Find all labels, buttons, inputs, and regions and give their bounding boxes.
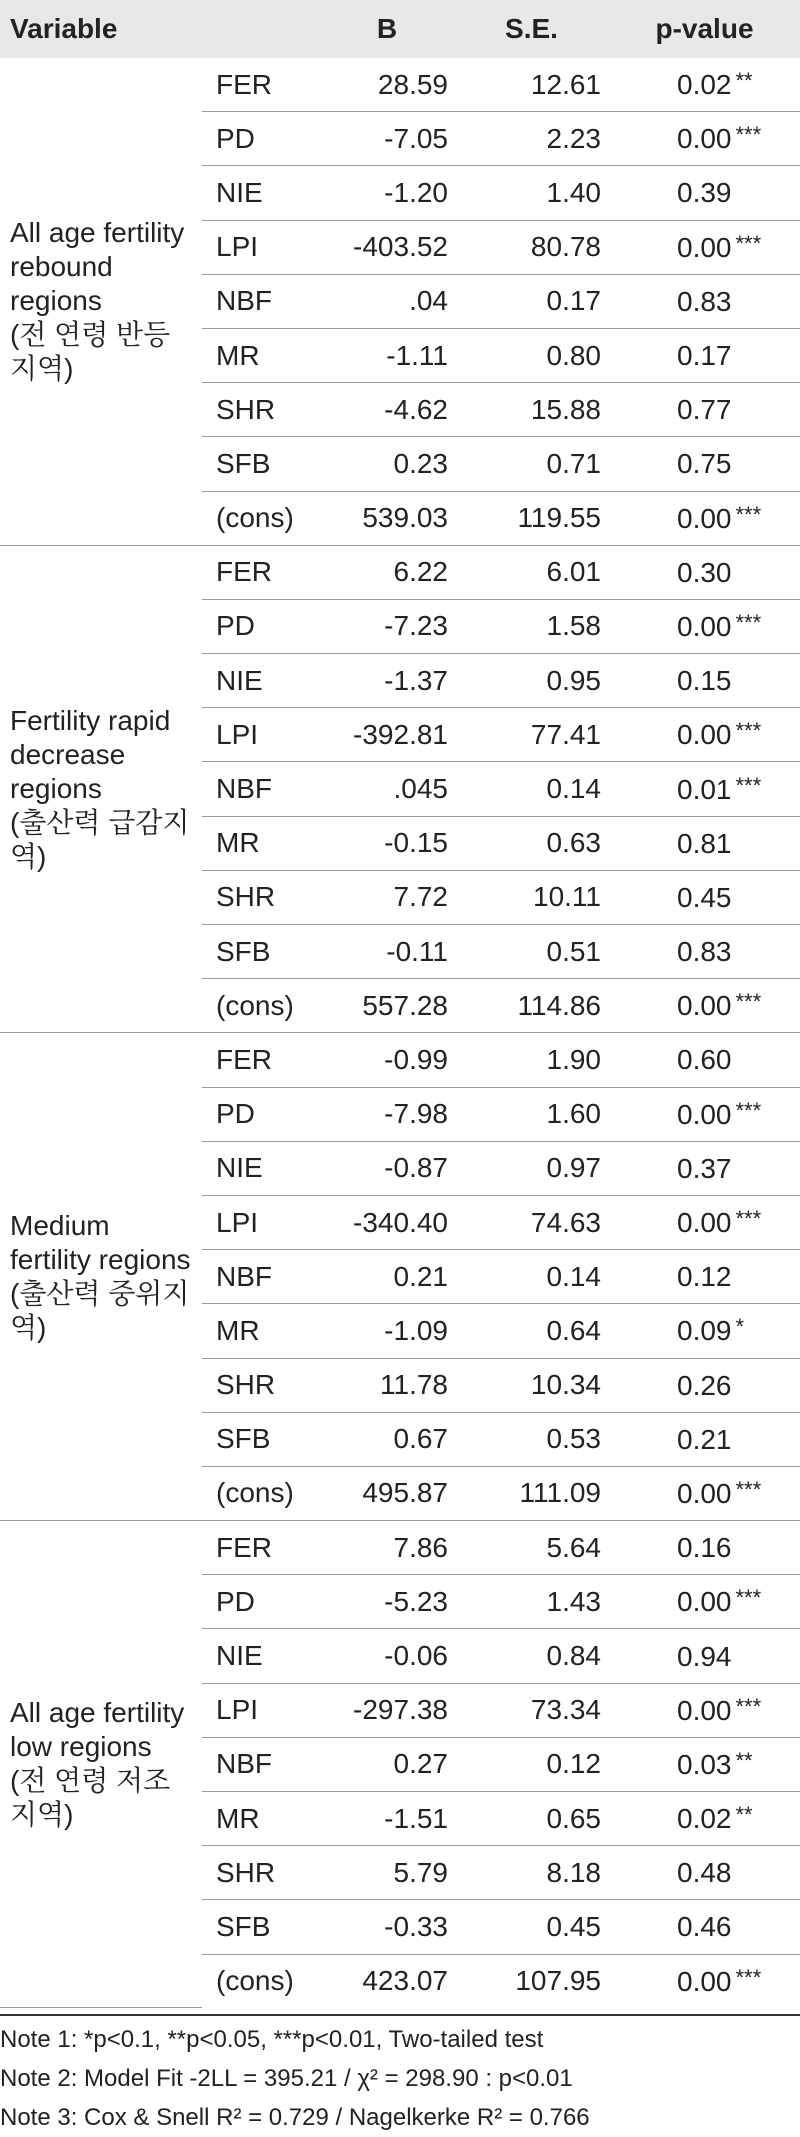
b-cell: 557.28 bbox=[362, 989, 448, 1021]
p-value: 0.03 bbox=[677, 1748, 732, 1780]
se-cell: 114.86 bbox=[517, 989, 601, 1021]
variable-cell: FER bbox=[202, 1521, 320, 1575]
p-value-cell bbox=[609, 383, 800, 437]
b-cell: -7.23 bbox=[320, 599, 454, 653]
b-cell: 539.03 bbox=[362, 502, 448, 534]
p-value-cell bbox=[609, 599, 800, 653]
p-value-cell bbox=[609, 1358, 800, 1412]
variable-cell: LPI bbox=[202, 1683, 320, 1737]
b-cell: 11.78 bbox=[320, 1358, 454, 1412]
significance-stars: *** bbox=[735, 1964, 762, 1990]
b-cell: -0.99 bbox=[320, 1033, 454, 1087]
p-value: 0.26 bbox=[677, 1369, 732, 1401]
variable-cell: SFB bbox=[202, 925, 320, 979]
b-cell: -1.11 bbox=[320, 328, 454, 382]
se-cell: 1.40 bbox=[454, 166, 609, 220]
p-value-cell bbox=[609, 708, 800, 762]
b-cell: 6.22 bbox=[320, 545, 454, 599]
group-label-ko: (출산력 급감지역) bbox=[10, 807, 190, 873]
significance-stars: *** bbox=[735, 1097, 762, 1123]
p-value-cell bbox=[609, 1737, 800, 1791]
p-value: 0.45 bbox=[677, 881, 732, 913]
p-value-cell bbox=[609, 979, 800, 1033]
se-cell: 0.53 bbox=[454, 1412, 609, 1466]
p-value-cell bbox=[609, 274, 800, 328]
b-cell: -0.87 bbox=[320, 1141, 454, 1195]
b-cell: -7.98 bbox=[320, 1087, 454, 1141]
p-value-cell bbox=[609, 1250, 800, 1304]
significance-stars: ** bbox=[735, 1747, 753, 1773]
se-cell: 2.23 bbox=[454, 112, 609, 166]
variable-cell: (cons) bbox=[216, 1965, 294, 1997]
se-cell: 10.34 bbox=[454, 1358, 609, 1412]
variable-cell: NBF bbox=[202, 274, 320, 328]
p-value-cell bbox=[609, 1412, 800, 1466]
variable-cell: (cons) bbox=[216, 502, 294, 534]
b-cell: -340.40 bbox=[320, 1195, 454, 1249]
header-p-value: p-value bbox=[609, 0, 800, 58]
p-value: 0.00 bbox=[677, 1477, 732, 1509]
note-1: Note 1: *p<0.1, **p<0.05, ***p<0.01, Two-tailed test bbox=[0, 2026, 544, 2054]
significance-stars: ** bbox=[735, 68, 753, 94]
se-cell: 0.63 bbox=[454, 816, 609, 870]
se-cell: 0.14 bbox=[454, 762, 609, 816]
table-row bbox=[0, 1521, 800, 1575]
variable-cell: MR bbox=[202, 1304, 320, 1358]
variable-cell: SHR bbox=[202, 870, 320, 924]
b-cell: 7.86 bbox=[320, 1521, 454, 1575]
p-value-cell bbox=[609, 1304, 800, 1358]
b-cell: 0.23 bbox=[320, 437, 454, 491]
b-cell: -0.06 bbox=[320, 1629, 454, 1683]
variable-cell: MR bbox=[202, 816, 320, 870]
b-cell: -5.23 bbox=[320, 1575, 454, 1629]
p-value-cell bbox=[609, 654, 800, 708]
significance-stars: *** bbox=[735, 718, 762, 744]
p-value: 0.75 bbox=[677, 448, 732, 480]
p-value: 0.16 bbox=[677, 1532, 732, 1564]
se-cell: 0.64 bbox=[454, 1304, 609, 1358]
se-cell: 107.95 bbox=[515, 1965, 601, 1997]
p-value-cell bbox=[609, 1521, 800, 1575]
significance-stars: *** bbox=[735, 501, 762, 527]
b-cell: 5.79 bbox=[320, 1846, 454, 1900]
se-cell: 6.01 bbox=[454, 545, 609, 599]
significance-stars: *** bbox=[735, 122, 762, 148]
se-cell: 74.63 bbox=[454, 1195, 609, 1249]
b-cell: -403.52 bbox=[320, 220, 454, 274]
p-value: 0.00 bbox=[677, 719, 732, 751]
b-cell: -392.81 bbox=[320, 708, 454, 762]
se-cell: 0.95 bbox=[454, 654, 609, 708]
note-2: Note 2: Model Fit -2LL = 395.21 / χ² = 298.90 : p<0.01 bbox=[0, 2065, 573, 2093]
significance-stars: *** bbox=[735, 230, 762, 256]
variable-cell: LPI bbox=[202, 220, 320, 274]
table-row bbox=[0, 1033, 800, 1087]
group-label-ko: (전 연령 저조지역) bbox=[10, 1765, 171, 1831]
p-value: 0.00 bbox=[677, 1586, 732, 1618]
group-label bbox=[0, 1521, 202, 2008]
se-cell: 0.80 bbox=[454, 328, 609, 382]
p-value: 0.02 bbox=[677, 69, 732, 101]
p-value-cell bbox=[609, 925, 800, 979]
p-value-cell bbox=[609, 220, 800, 274]
p-value-cell bbox=[609, 491, 800, 545]
p-value-cell bbox=[609, 1683, 800, 1737]
p-value: 0.00 bbox=[677, 610, 732, 642]
significance-stars: ** bbox=[735, 1802, 753, 1828]
b-cell: .04 bbox=[320, 274, 454, 328]
header-se: S.E. bbox=[454, 0, 609, 58]
variable-cell: SHR bbox=[202, 1358, 320, 1412]
group-label-ko: (출산력 중위지역) bbox=[10, 1277, 190, 1343]
p-value: 0.01 bbox=[677, 773, 732, 805]
group-label-en: All age fertility rebound regions bbox=[10, 217, 185, 317]
significance-stars: * bbox=[735, 1314, 745, 1340]
p-value-cell bbox=[609, 1195, 800, 1249]
se-cell: 1.58 bbox=[454, 599, 609, 653]
significance-stars: *** bbox=[735, 609, 762, 635]
variable-cell: SFB bbox=[202, 1900, 320, 1954]
variable-cell: (cons) bbox=[216, 989, 294, 1021]
variable-cell: (cons) bbox=[216, 1477, 294, 1509]
variable-cell: NIE bbox=[202, 166, 320, 220]
p-value: 0.09 bbox=[677, 1315, 732, 1347]
p-value: 0.02 bbox=[677, 1803, 732, 1835]
p-value-cell bbox=[609, 58, 800, 112]
p-value-cell bbox=[609, 762, 800, 816]
se-cell: 73.34 bbox=[454, 1683, 609, 1737]
variable-cell: SFB bbox=[202, 1412, 320, 1466]
se-cell: 1.90 bbox=[454, 1033, 609, 1087]
variable-cell: NIE bbox=[202, 1629, 320, 1683]
p-value-cell bbox=[609, 1087, 800, 1141]
se-cell: 0.14 bbox=[454, 1250, 609, 1304]
group-label bbox=[0, 1033, 202, 1521]
se-cell: 8.18 bbox=[454, 1846, 609, 1900]
p-value: 0.00 bbox=[677, 1694, 732, 1726]
group-label-en: Fertility rapid decrease regions bbox=[10, 705, 171, 805]
se-cell: 0.12 bbox=[454, 1737, 609, 1791]
p-value: 0.94 bbox=[677, 1640, 732, 1672]
se-cell: 111.09 bbox=[519, 1477, 601, 1509]
variable-cell: FER bbox=[202, 545, 320, 599]
p-value: 0.83 bbox=[677, 936, 732, 968]
p-value: 0.21 bbox=[677, 1423, 732, 1455]
b-cell: -0.11 bbox=[320, 925, 454, 979]
p-value: 0.30 bbox=[677, 556, 732, 588]
variable-cell: LPI bbox=[202, 1195, 320, 1249]
p-value: 0.60 bbox=[677, 1044, 732, 1076]
table-body bbox=[0, 58, 800, 2008]
p-value-cell bbox=[609, 1792, 800, 1846]
header-b: B bbox=[320, 0, 454, 58]
b-cell: -0.33 bbox=[320, 1900, 454, 1954]
se-cell: 119.55 bbox=[517, 502, 601, 534]
variable-cell: NBF bbox=[202, 1250, 320, 1304]
p-value-cell bbox=[609, 1033, 800, 1087]
p-value: 0.00 bbox=[677, 1965, 732, 1997]
p-value: 0.37 bbox=[677, 1152, 732, 1184]
significance-stars: *** bbox=[735, 1476, 762, 1502]
se-cell: 15.88 bbox=[454, 383, 609, 437]
b-cell: 0.21 bbox=[320, 1250, 454, 1304]
significance-stars: *** bbox=[735, 1585, 762, 1611]
variable-cell: NIE bbox=[202, 654, 320, 708]
b-cell: 28.59 bbox=[320, 58, 454, 112]
p-value: 0.83 bbox=[677, 285, 732, 317]
variable-cell: PD bbox=[202, 1087, 320, 1141]
se-cell: 77.41 bbox=[454, 708, 609, 762]
table-row bbox=[0, 545, 800, 599]
table-row bbox=[0, 58, 800, 112]
b-cell: 423.07 bbox=[362, 1965, 448, 1997]
p-value: 0.12 bbox=[677, 1261, 732, 1293]
header-variable: Variable bbox=[0, 0, 320, 58]
p-value-cell bbox=[609, 816, 800, 870]
p-value-cell bbox=[609, 166, 800, 220]
variable-cell: SFB bbox=[202, 437, 320, 491]
p-value: 0.00 bbox=[677, 1098, 732, 1130]
significance-stars: *** bbox=[735, 772, 762, 798]
b-cell: -7.05 bbox=[320, 112, 454, 166]
se-cell: 0.45 bbox=[454, 1900, 609, 1954]
significance-stars: *** bbox=[735, 1693, 762, 1719]
p-value-cell bbox=[609, 328, 800, 382]
table-header bbox=[0, 0, 800, 58]
p-value: 0.00 bbox=[677, 990, 732, 1022]
b-cell: 7.72 bbox=[320, 870, 454, 924]
variable-cell: SHR bbox=[202, 383, 320, 437]
se-cell: 1.60 bbox=[454, 1087, 609, 1141]
group-label-en: All age fertility low regions bbox=[10, 1697, 185, 1763]
group-label-en: Medium fertility regions bbox=[10, 1209, 191, 1275]
variable-cell: MR bbox=[202, 1792, 320, 1846]
p-value: 0.77 bbox=[677, 394, 732, 426]
group-label bbox=[0, 58, 202, 545]
se-cell: 1.43 bbox=[454, 1575, 609, 1629]
significance-stars: *** bbox=[735, 1206, 762, 1232]
p-value: 0.48 bbox=[677, 1857, 732, 1889]
table-notes bbox=[0, 2016, 800, 2137]
group-label bbox=[0, 545, 202, 1033]
variable-cell: FER bbox=[202, 1033, 320, 1087]
variable-cell: MR bbox=[202, 328, 320, 382]
p-value-cell bbox=[609, 870, 800, 924]
p-value-cell bbox=[609, 545, 800, 599]
b-cell: 0.67 bbox=[320, 1412, 454, 1466]
variable-cell: PD bbox=[202, 599, 320, 653]
se-cell: 0.71 bbox=[454, 437, 609, 491]
b-cell: .045 bbox=[320, 762, 454, 816]
b-cell: 0.27 bbox=[320, 1737, 454, 1791]
group-label-ko: (전 연령 반등지역) bbox=[10, 319, 171, 385]
variable-cell: NBF bbox=[202, 762, 320, 816]
se-cell: 0.97 bbox=[454, 1141, 609, 1195]
p-value-cell bbox=[609, 437, 800, 491]
significance-stars: *** bbox=[735, 989, 762, 1015]
p-value-cell bbox=[609, 112, 800, 166]
se-cell: 5.64 bbox=[454, 1521, 609, 1575]
variable-cell: FER bbox=[202, 58, 320, 112]
se-cell: 80.78 bbox=[454, 220, 609, 274]
p-value: 0.00 bbox=[677, 1207, 732, 1239]
p-value-cell bbox=[609, 1954, 800, 2008]
b-cell: -0.15 bbox=[320, 816, 454, 870]
p-value: 0.00 bbox=[677, 502, 732, 534]
p-value: 0.00 bbox=[677, 123, 732, 155]
p-value: 0.00 bbox=[677, 231, 732, 263]
variable-cell: LPI bbox=[202, 708, 320, 762]
p-value: 0.15 bbox=[677, 665, 732, 697]
se-cell: 0.65 bbox=[454, 1792, 609, 1846]
p-value-cell bbox=[609, 1466, 800, 1520]
b-cell: -1.37 bbox=[320, 654, 454, 708]
variable-cell: PD bbox=[202, 112, 320, 166]
p-value: 0.46 bbox=[677, 1911, 732, 1943]
note-3: Note 3: Cox & Snell R² = 0.729 / Nagelkerke R² = 0.766 bbox=[0, 2104, 590, 2132]
p-value: 0.81 bbox=[677, 827, 732, 859]
se-cell: 0.84 bbox=[454, 1629, 609, 1683]
variable-cell: PD bbox=[202, 1575, 320, 1629]
se-cell: 10.11 bbox=[454, 870, 609, 924]
se-cell: 12.61 bbox=[454, 58, 609, 112]
variable-cell: NIE bbox=[202, 1141, 320, 1195]
p-value: 0.17 bbox=[677, 340, 732, 372]
p-value-cell bbox=[609, 1629, 800, 1683]
p-value-cell bbox=[609, 1900, 800, 1954]
b-cell: -4.62 bbox=[320, 383, 454, 437]
variable-cell: SHR bbox=[202, 1846, 320, 1900]
b-cell: 495.87 bbox=[362, 1477, 448, 1509]
p-value-cell bbox=[609, 1575, 800, 1629]
p-value-cell bbox=[609, 1846, 800, 1900]
variable-cell: NBF bbox=[202, 1737, 320, 1791]
b-cell: -1.20 bbox=[320, 166, 454, 220]
b-cell: -1.51 bbox=[320, 1792, 454, 1846]
p-value-cell bbox=[609, 1141, 800, 1195]
se-cell: 0.51 bbox=[454, 925, 609, 979]
p-value: 0.39 bbox=[677, 177, 732, 209]
b-cell: -297.38 bbox=[320, 1683, 454, 1737]
b-cell: -1.09 bbox=[320, 1304, 454, 1358]
se-cell: 0.17 bbox=[454, 274, 609, 328]
